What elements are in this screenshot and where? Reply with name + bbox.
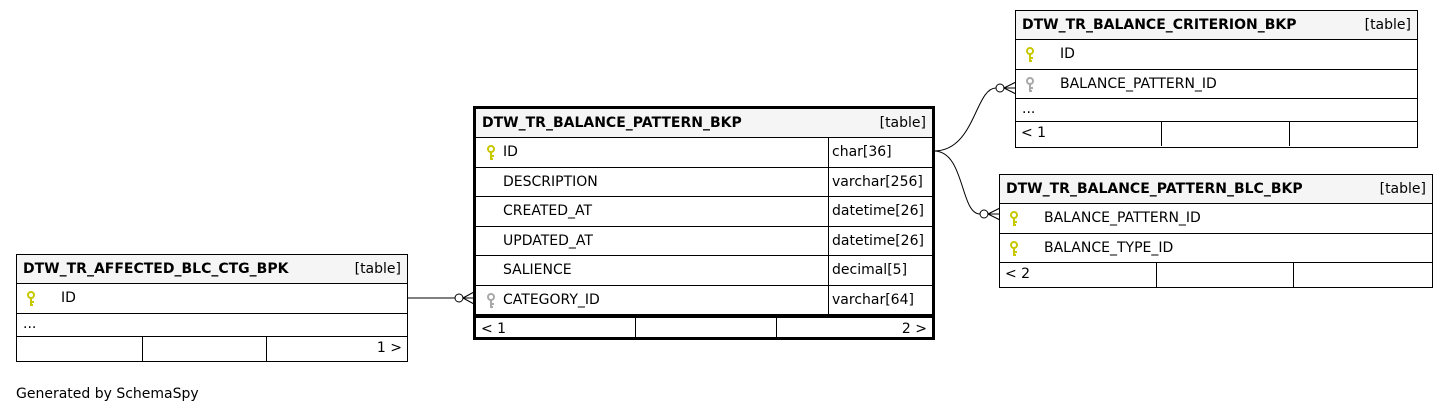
edge-pattern-to-pattern-blc [934, 151, 1000, 220]
column-row-id[interactable] [1016, 40, 1417, 70]
column-row-id[interactable] [17, 284, 407, 314]
child-count[interactable]: 2 > [901, 321, 927, 337]
footer-divider [1293, 263, 1294, 287]
table-header [1000, 175, 1432, 204]
table-balance-pattern-blc[interactable] [999, 174, 1433, 288]
table-header [17, 255, 407, 284]
table-footer [1016, 122, 1417, 146]
foreign-key-icon [486, 293, 496, 309]
footer-divider [142, 337, 143, 361]
column-name: ID [1060, 46, 1075, 62]
table-footer [17, 337, 407, 361]
column-row-salience[interactable] [476, 256, 932, 286]
column-name: DESCRIPTION [503, 173, 598, 190]
column-type: varchar[64] [832, 291, 914, 308]
column-row-balance-type-id[interactable] [1000, 234, 1432, 264]
footer-divider [776, 318, 777, 339]
footer-divider [635, 318, 636, 339]
foreign-key-icon [1025, 77, 1035, 93]
column-name: BALANCE_PATTERN_ID [1060, 75, 1217, 92]
column-name: UPDATED_AT [503, 232, 593, 249]
edge-pattern-to-criterion [934, 82, 1016, 151]
table-footer [476, 315, 932, 339]
primary-key-icon [1009, 241, 1019, 257]
table-balance-pattern[interactable] [473, 106, 935, 340]
primary-key-icon [26, 291, 36, 307]
footer-divider [1289, 122, 1290, 146]
table-name: DTW_TR_AFFECTED_BLC_CTG_BPK [23, 261, 289, 277]
table-header [476, 109, 932, 138]
more-columns-ellipsis: ... [1016, 99, 1417, 122]
primary-key-icon [486, 145, 496, 161]
parent-count[interactable]: < 1 [481, 321, 507, 337]
table-footer [1000, 263, 1432, 287]
generated-by-label: Generated by SchemaSpy [16, 386, 199, 402]
child-count[interactable]: 1 > [376, 339, 402, 356]
column-row-updated-at[interactable] [476, 227, 932, 257]
table-header [1016, 11, 1417, 40]
table-kind: [table] [1379, 181, 1426, 197]
column-type: decimal[5] [832, 262, 908, 278]
column-name: CATEGORY_ID [503, 291, 600, 308]
column-row-id[interactable] [476, 138, 932, 168]
more-columns-ellipsis: ... [17, 314, 407, 337]
column-type: datetime[26] [832, 232, 924, 249]
column-row-description[interactable] [476, 168, 932, 198]
table-kind: [table] [1364, 17, 1411, 33]
column-name: SALIENCE [503, 262, 572, 278]
footer-divider [1161, 122, 1162, 146]
primary-key-icon [1009, 211, 1019, 227]
table-affected-blc-ctg[interactable] [16, 254, 408, 362]
column-row-balance-pattern-id[interactable] [1016, 70, 1417, 100]
column-row-balance-pattern-id[interactable] [1000, 204, 1432, 234]
column-name: ID [503, 144, 518, 160]
column-name: BALANCE_TYPE_ID [1044, 239, 1174, 256]
footer-divider [266, 337, 267, 361]
primary-key-icon [1025, 47, 1035, 63]
column-name: CREATED_AT [503, 203, 593, 219]
column-name: BALANCE_PATTERN_ID [1044, 210, 1201, 226]
table-name: DTW_TR_BALANCE_PATTERN_BLC_BKP [1006, 181, 1303, 197]
column-name: ID [61, 290, 76, 306]
table-kind: [table] [879, 115, 926, 131]
edge-affected-to-pattern [408, 292, 474, 304]
table-kind: [table] [354, 261, 401, 277]
parent-count[interactable]: < 1 [1021, 125, 1047, 141]
column-row-category-id[interactable] [476, 286, 932, 316]
table-name: DTW_TR_BALANCE_PATTERN_BKP [482, 115, 742, 131]
footer-divider [1156, 263, 1157, 287]
table-name: DTW_TR_BALANCE_CRITERION_BKP [1022, 17, 1297, 33]
table-balance-criterion[interactable] [1015, 10, 1418, 148]
parent-count[interactable]: < 2 [1005, 266, 1031, 282]
column-row-created-at[interactable] [476, 197, 932, 227]
column-type: varchar[256] [832, 173, 923, 190]
column-type: datetime[26] [832, 203, 924, 219]
column-type: char[36] [832, 144, 892, 160]
